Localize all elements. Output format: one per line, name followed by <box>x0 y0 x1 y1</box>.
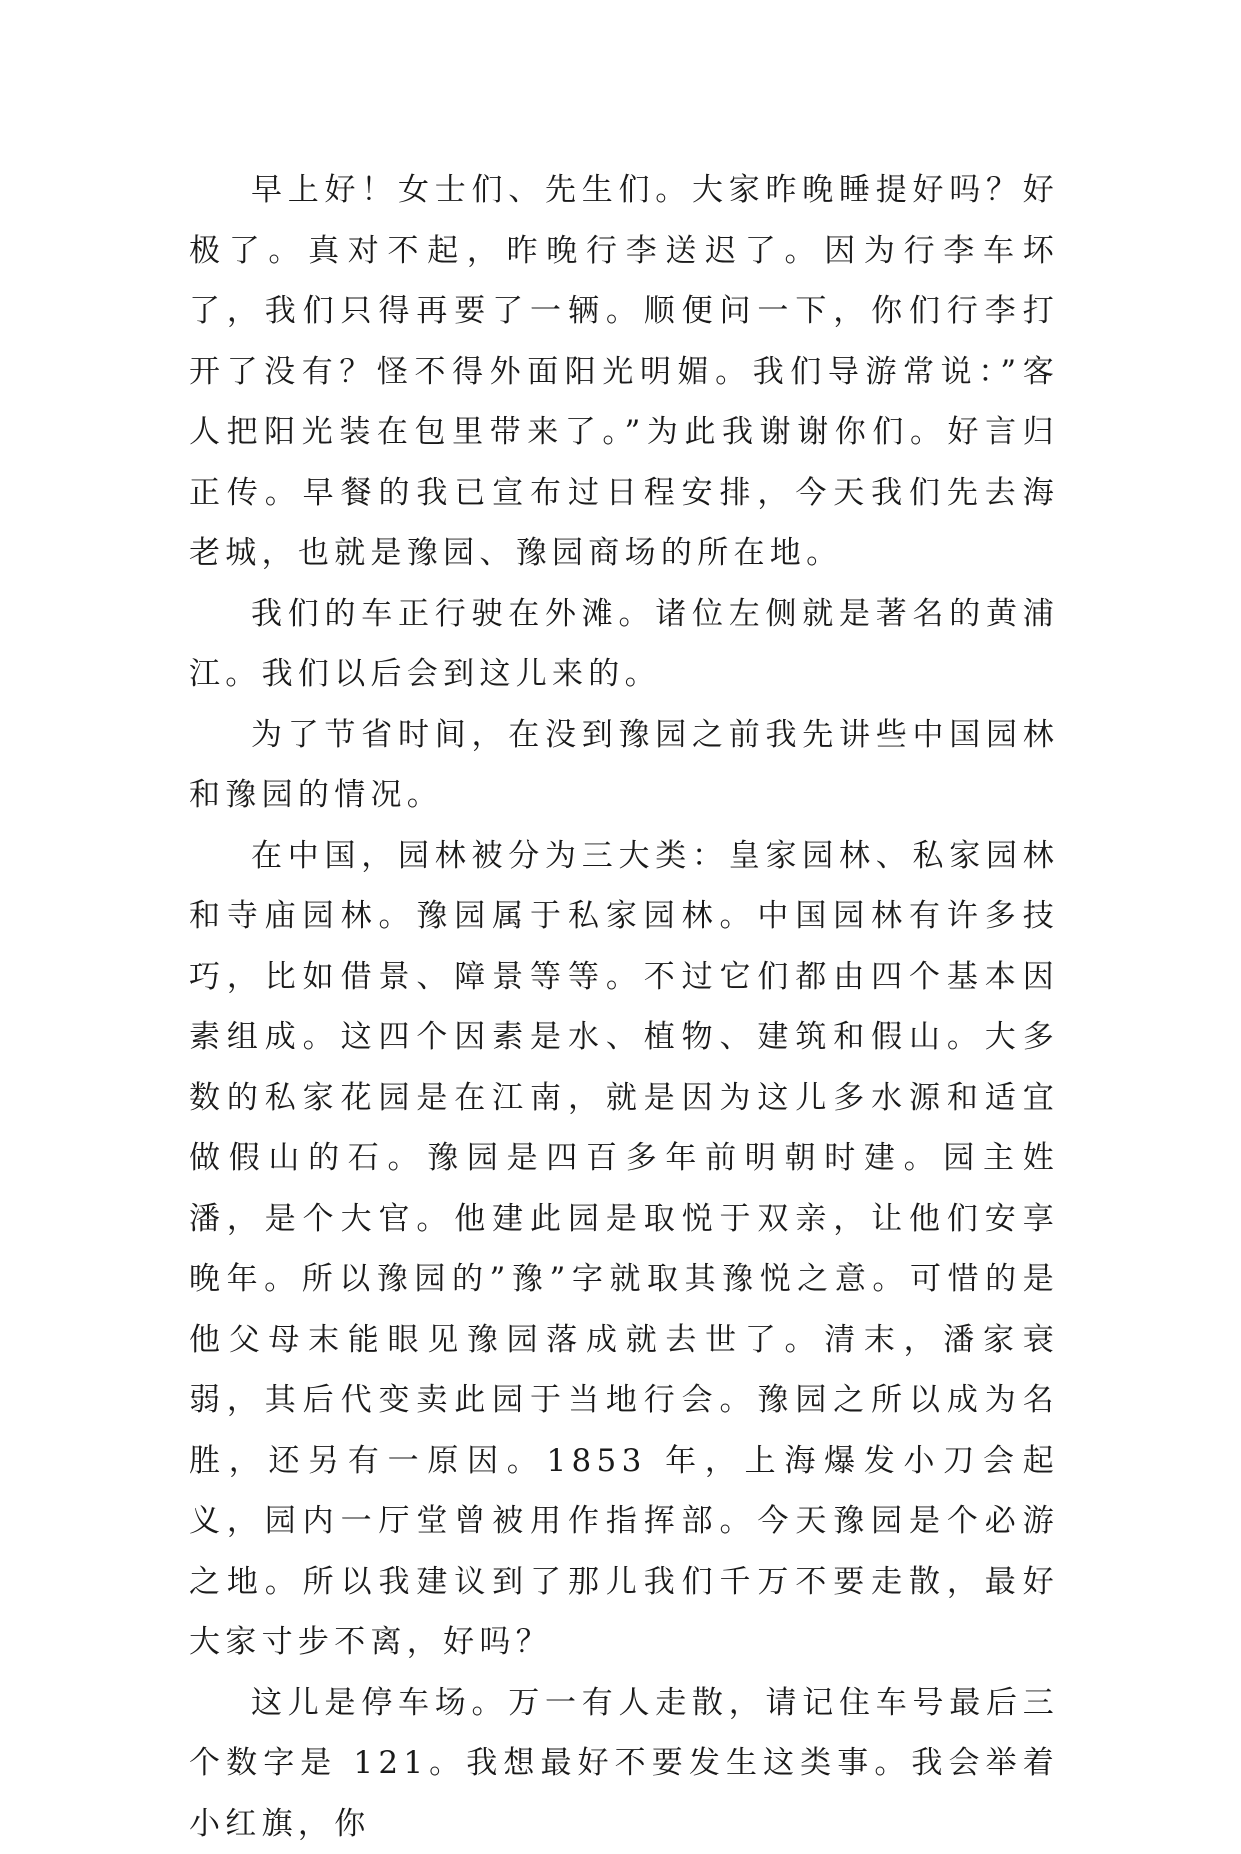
paragraph-the-bund: 我们的车正行驶在外滩。诸位左侧就是著名的黄浦江。我们以后会到这儿来的。 <box>189 584 1059 705</box>
paragraph-parking-lot: 这儿是停车场。万一有人走散，请记住车号最后三个数字是 121。我想最好不要发生这类事。我会举着小红旗，你 <box>189 1673 1059 1854</box>
paragraph-chinese-gardens: 在中国，园林被分为三大类：皇家园林、私家园林和寺庙园林。豫园属于私家园林。中国园林有许多技巧，比如借景、障景等等。不过它们都由四个基本因素组成。这四个因素是水、植物、建筑和假山。大多数的私家花园是在江南，就是因为这儿多水源和适宜做假山的石。豫园是四百多年前明朝时建。园主姓潘，是个大官。他建此园是取悦于双亲，让他们安享晚年。所以豫园的”豫”字就取其豫悦之意。可惜的是他父母末能眼见豫园落成就去世了。清末，潘家衰弱，其后代变卖此园于当地行会。豫园之所以成为名胜，还另有一原因。1853 年，上海爆发小刀会起义，园内一厅堂曾被用作指挥部。今天豫园是个必游之地。所以我建议到了那儿我们千万不要走散，最好大家寸步不离，好吗？ <box>189 826 1059 1673</box>
body-text <box>189 160 1059 1854</box>
paragraph-greeting: 早上好！女士们、先生们。大家昨晚睡提好吗？好极了。真对不起，昨晚行李送迟了。因为行李车坏了，我们只得再要了一辆。顺便问一下，你们行李打开了没有？怪不得外面阳光明媚。我们导游常说：”客人把阳光装在包里带来了。”为此我谢谢你们。好言归正传。早餐的我已宣布过日程安排，今天我们先去海老城，也就是豫园、豫园商场的所在地。 <box>189 160 1059 584</box>
paragraph-save-time: 为了节省时间，在没到豫园之前我先讲些中国园林和豫园的情况。 <box>189 705 1059 826</box>
